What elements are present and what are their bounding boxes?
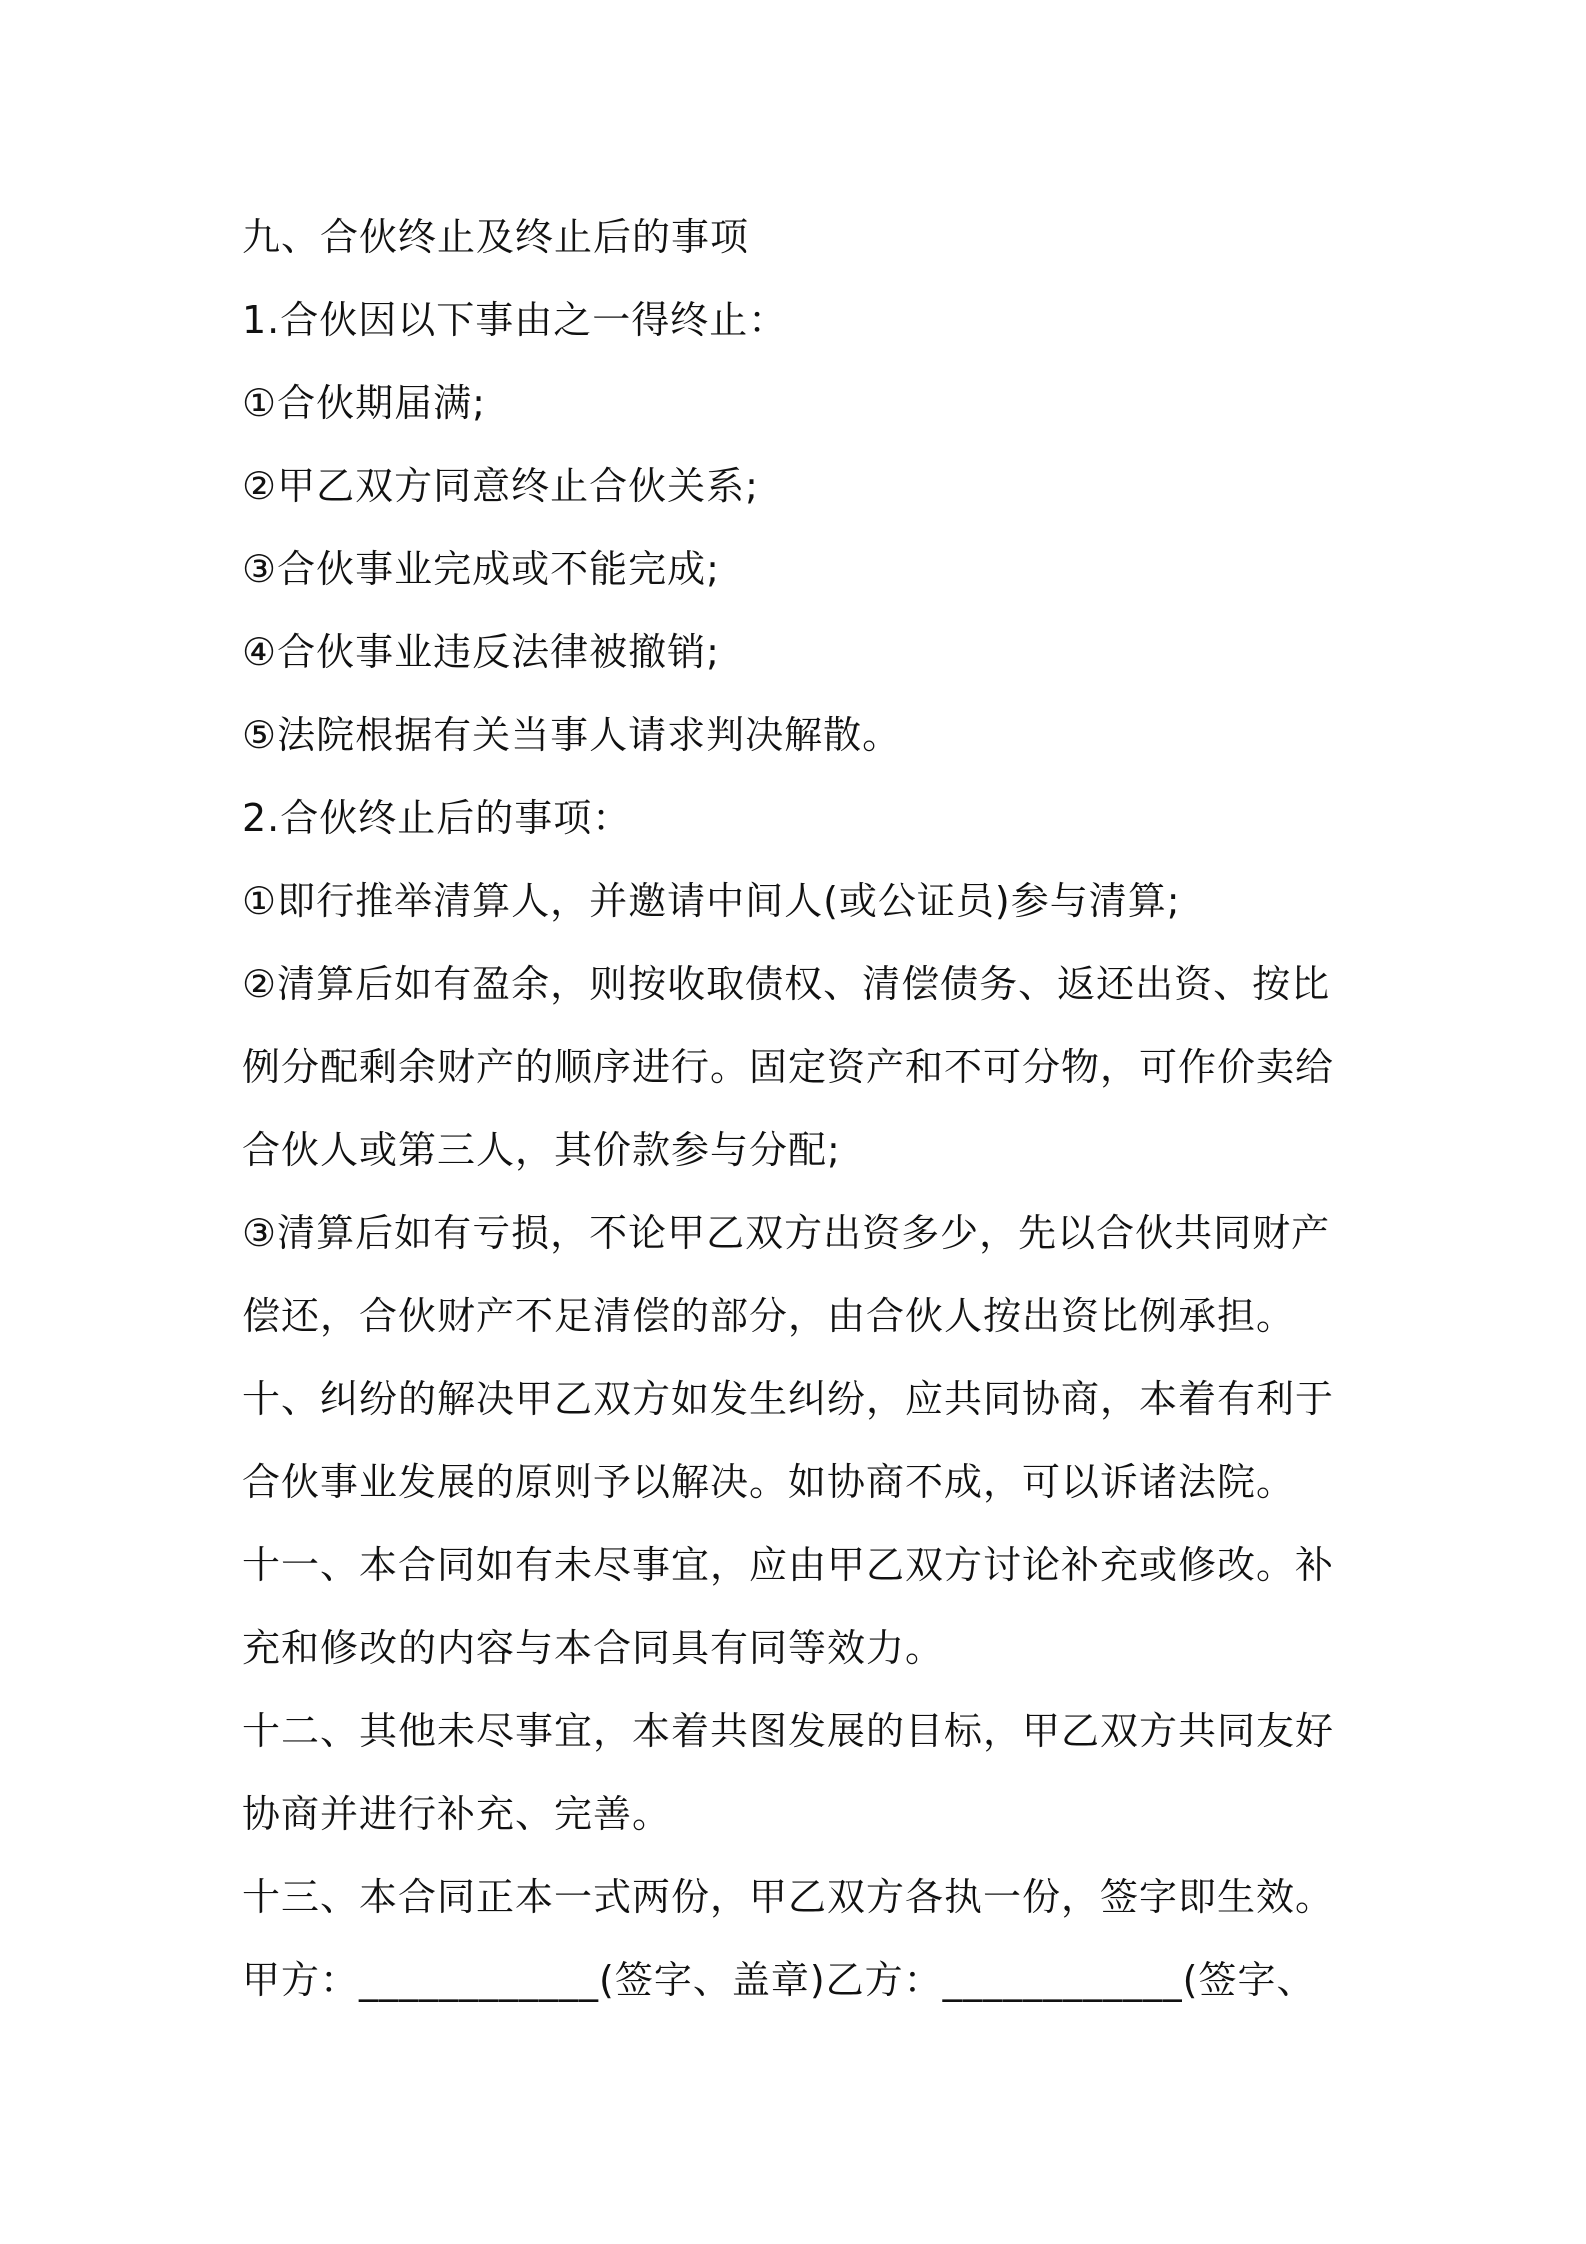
section-10-line-2: 合伙事业发展的原则予以解决。如协商不成，可以诉诸法院。: [242, 1460, 1296, 1504]
section-11-line-1: 十一、本合同如有未尽事宜，应由甲乙双方讨论补充或修改。补: [242, 1543, 1335, 1587]
clause-9-2-item-1: ①即行推举清算人，并邀请中间人(或公证员)参与清算;: [242, 879, 1181, 923]
section-11-line-2: 充和修改的内容与本合同具有同等效力。: [242, 1626, 945, 1670]
clause-9-1-item-4: ④合伙事业违反法律被撤销;: [242, 630, 720, 674]
section-12-line-2: 协商并进行补充、完善。: [242, 1792, 672, 1836]
clause-9-2-item-2-line-1: ②清算后如有盈余，则按收取债权、清偿债务、返还出资、按比: [242, 962, 1331, 1006]
clause-9-1-item-2: ②甲乙双方同意终止合伙关系;: [242, 464, 759, 508]
section-10-line-1: 十、纠纷的解决甲乙双方如发生纠纷，应共同协商，本着有利于: [242, 1377, 1335, 1421]
clause-9-1: 1.合伙因以下事由之一得终止：: [242, 298, 788, 342]
section-12-line-1: 十二、其他未尽事宜，本着共图发展的目标，甲乙双方共同友好: [242, 1709, 1335, 1753]
clause-9-1-item-3: ③合伙事业完成或不能完成;: [242, 547, 720, 591]
clause-9-1-item-5: ⑤法院根据有关当事人请求判决解散。: [242, 713, 902, 757]
clause-9-1-item-1: ①合伙期届满;: [242, 381, 486, 425]
signature-line: 甲方：____________(签字、盖章)乙方：____________(签字、: [242, 1958, 1316, 2002]
clause-9-2-item-3-line-1: ③清算后如有亏损，不论甲乙双方出资多少，先以合伙共同财产: [242, 1211, 1331, 1255]
clause-9-2-item-3-line-2: 偿还，合伙财产不足清偿的部分，由合伙人按出资比例承担。: [242, 1294, 1296, 1338]
section-heading-9: 九、合伙终止及终止后的事项: [242, 215, 750, 259]
section-13: 十三、本合同正本一式两份，甲乙双方各执一份，签字即生效。: [242, 1875, 1335, 1919]
clause-9-2-item-2-line-2: 例分配剩余财产的顺序进行。固定资产和不可分物，可作价卖给: [242, 1045, 1335, 1089]
clause-9-2-item-2-line-3: 合伙人或第三人，其价款参与分配;: [242, 1128, 841, 1172]
clause-9-2: 2.合伙终止后的事项：: [242, 796, 632, 840]
document-body: [242, 196, 1372, 2022]
